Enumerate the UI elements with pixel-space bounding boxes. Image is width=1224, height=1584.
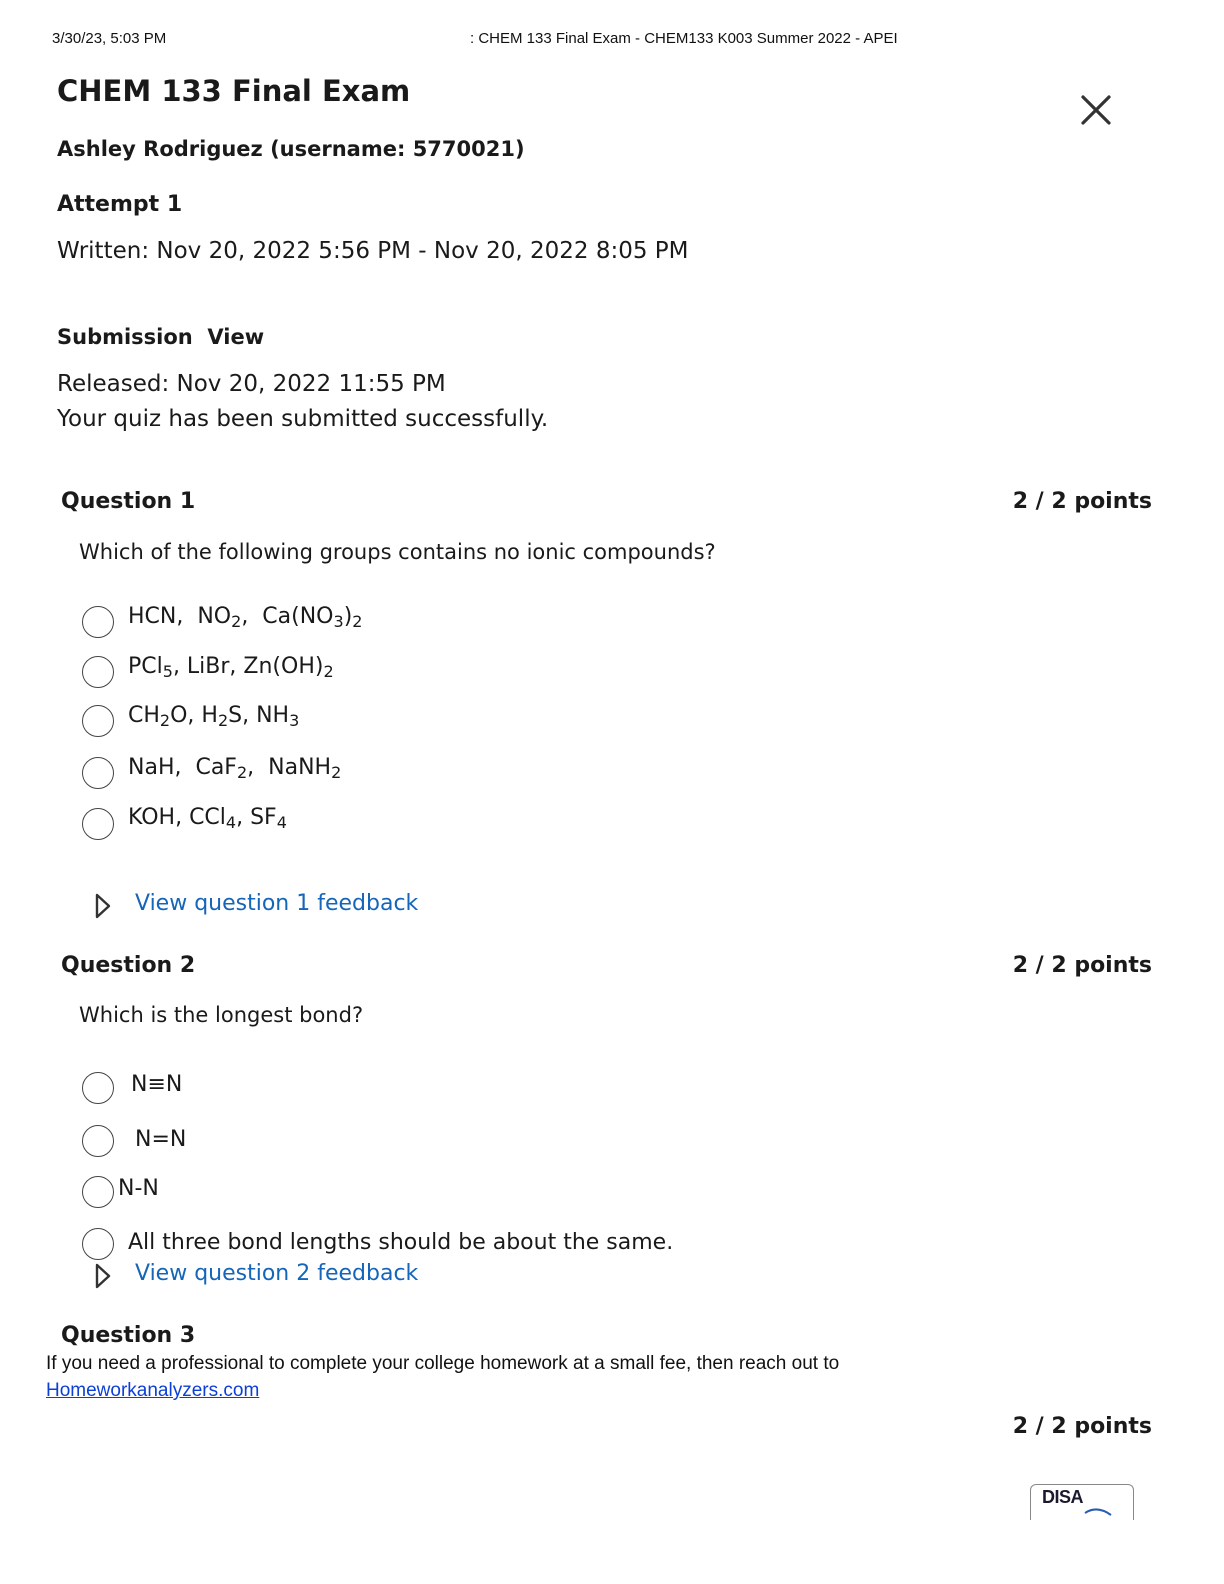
question-2-label: Question 2: [61, 953, 196, 978]
submission-view-heading: Submission View: [57, 325, 265, 349]
close-icon[interactable]: [1078, 92, 1114, 128]
question-1-label: Question 1: [61, 489, 196, 514]
released-timestamp: Released: Nov 20, 2022 11:55 PM: [57, 371, 446, 397]
triangle-right-icon[interactable]: [94, 892, 112, 920]
print-datetime: 3/30/23, 5:03 PM: [52, 30, 167, 47]
exam-title: CHEM 133 Final Exam: [57, 74, 411, 108]
radio-unchecked-icon[interactable]: [82, 1125, 114, 1157]
question-2-prompt: Which is the longest bond?: [79, 1003, 364, 1027]
question-1-points: 2 / 2 points: [1012, 489, 1152, 514]
disa-logo: [1030, 1484, 1134, 1520]
swoosh-icon: [1083, 1503, 1113, 1517]
radio-unchecked-icon[interactable]: [82, 606, 114, 638]
radio-unchecked-icon[interactable]: [82, 705, 114, 737]
submission-status: Your quiz has been submitted successfully.: [57, 406, 549, 432]
radio-unchecked-icon[interactable]: [82, 1228, 114, 1260]
question-3-points: 2 / 2 points: [1012, 1414, 1152, 1439]
radio-unchecked-icon[interactable]: [82, 1176, 114, 1208]
radio-unchecked-icon[interactable]: [82, 656, 114, 688]
question-3-label: Question 3: [61, 1323, 196, 1348]
q1-option-2[interactable]: PCl$_5$, LiBr, $Zn(OH)_2$: [128, 654, 334, 681]
question-2-feedback-link[interactable]: View question 2 feedback: [135, 1261, 419, 1286]
q1-option-1[interactable]: HCN, $NO_2$, $Ca(NO_3)_2$: [128, 604, 363, 631]
triangle-right-icon[interactable]: [94, 1262, 112, 1290]
radio-unchecked-icon[interactable]: [82, 808, 114, 840]
q2-option-2[interactable]: N=N: [135, 1127, 187, 1152]
attempt-label: Attempt 1: [57, 192, 183, 217]
question-1-feedback-link[interactable]: View question 1 feedback: [135, 891, 419, 916]
question-2-points: 2 / 2 points: [1012, 953, 1152, 978]
q1-option-5[interactable]: KOH, CCl$_4$, $SF_4$: [128, 805, 287, 832]
user-info: Ashley Rodriguez (username: 5770021): [57, 137, 525, 161]
q2-option-3[interactable]: N-N: [118, 1176, 159, 1201]
question-1-prompt: Which of the following groups contains no ionic compounds?: [79, 540, 716, 564]
q1-option-3[interactable]: $CH_2O$, $H_2S$, $NH_3$: [128, 703, 300, 730]
q2-option-1[interactable]: N≡N: [131, 1072, 183, 1097]
radio-unchecked-icon[interactable]: [82, 1072, 114, 1104]
promo-text: If you need a professional to complete your college homework at a small fee, then reach out to: [46, 1353, 840, 1374]
q1-option-4[interactable]: NaH, CaF$_2$, NaNH$_2$: [128, 755, 342, 782]
written-timestamp: Written: Nov 20, 2022 5:56 PM - Nov 20, 2022 8:05 PM: [57, 238, 689, 264]
q2-option-4[interactable]: All three bond lengths should be about the same.: [128, 1230, 674, 1255]
disa-logo-text: DISA: [1042, 1487, 1084, 1507]
radio-unchecked-icon[interactable]: [82, 757, 114, 789]
promo-link[interactable]: Homeworkanalyzers.com: [46, 1380, 260, 1401]
print-page-title: : CHEM 133 Final Exam - CHEM133 K003 Summer 2022 - APEI: [470, 30, 898, 47]
